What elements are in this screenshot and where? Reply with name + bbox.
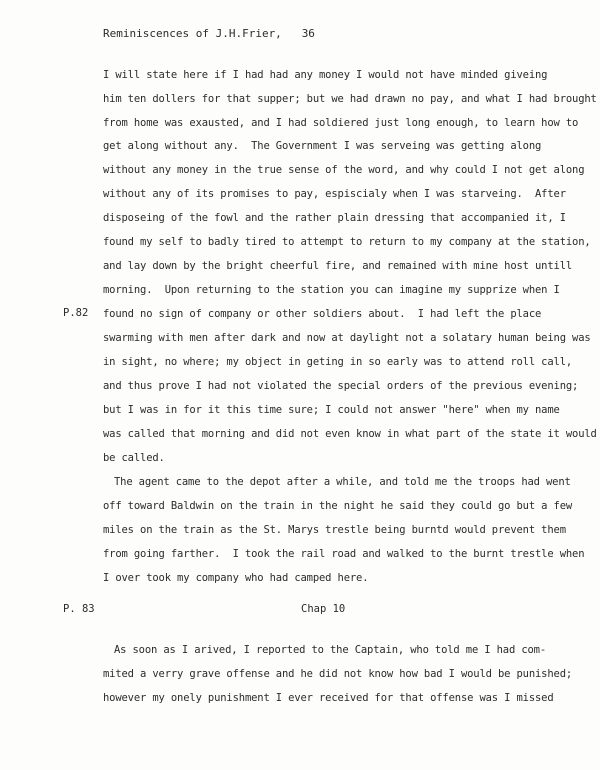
text-line: from going farther. I took the rail road and walked to the burnt trestle when: [103, 548, 585, 560]
text-line: found no sign of company or other soldiers about. I had left the place: [103, 308, 542, 320]
text-line: however my onely punishment I ever received for that offense was I missed: [103, 692, 554, 704]
text-line: The agent came to the depot after a while, and told me the troops had went: [114, 476, 571, 488]
text-line: him ten dollers for that supper; but we had drawn no pay, and what I had brought: [103, 93, 597, 105]
text-line: from home was exausted, and I had soldiered just long enough, to learn how to: [103, 117, 579, 129]
text-line: without any money in the true sense of the word, and why could I not get along: [103, 164, 585, 176]
text-line: miles on the train as the St. Marys trestle being burntd would prevent them: [103, 524, 566, 536]
running-header: [103, 27, 315, 40]
text-line: in sight, no where; my object in geting in so early was to attend roll call,: [103, 356, 573, 368]
margin-note-p82: P.82: [63, 307, 89, 319]
margin-note-p83: P. 83: [63, 603, 95, 615]
text-line: I over took my company who had camped here.: [103, 572, 369, 584]
text-line: disposeing of the fowl and the rather plain dressing that accompanied it, I: [103, 212, 566, 224]
text-line: swarming with men after dark and now at daylight not a solatary human being was: [103, 332, 591, 344]
chapter-heading: Chap 10: [301, 603, 346, 615]
text-line: and thus prove I had not violated the special orders of the previous evening;: [103, 380, 579, 392]
text-line: get along without any. The Government I was serveing was getting along: [103, 140, 542, 152]
text-line: and lay down by the bright cheerful fire, and remained with mine host untill: [103, 260, 573, 272]
text-line: morning. Upon returning to the station you can imagine my supprize when I: [103, 284, 560, 296]
text-line: found my self to badly tired to attempt to return to my company at the station,: [103, 236, 591, 248]
text-line: be called.: [103, 452, 165, 464]
text-line: off toward Baldwin on the train in the night he said they could go but a few: [103, 500, 573, 512]
running-title: Reminiscences of J.H.Frier,: [103, 27, 282, 40]
text-line: As soon as I arived, I reported to the Captain, who told me I had com-: [114, 644, 547, 656]
text-line: mited a verry grave offense and he did not know how bad I would be punished;: [103, 668, 573, 680]
text-line: I will state here if I had had any money I would not have minded giveing: [103, 69, 548, 81]
text-line: without any of its promises to pay, espiscialy when I was starveing. After: [103, 188, 566, 200]
page-number: 36: [301, 27, 315, 40]
text-line: was called that morning and did not even know in what part of the state it would: [103, 428, 597, 440]
text-line: but I was in for it this time sure; I could not answer "here" when my name: [103, 404, 560, 416]
